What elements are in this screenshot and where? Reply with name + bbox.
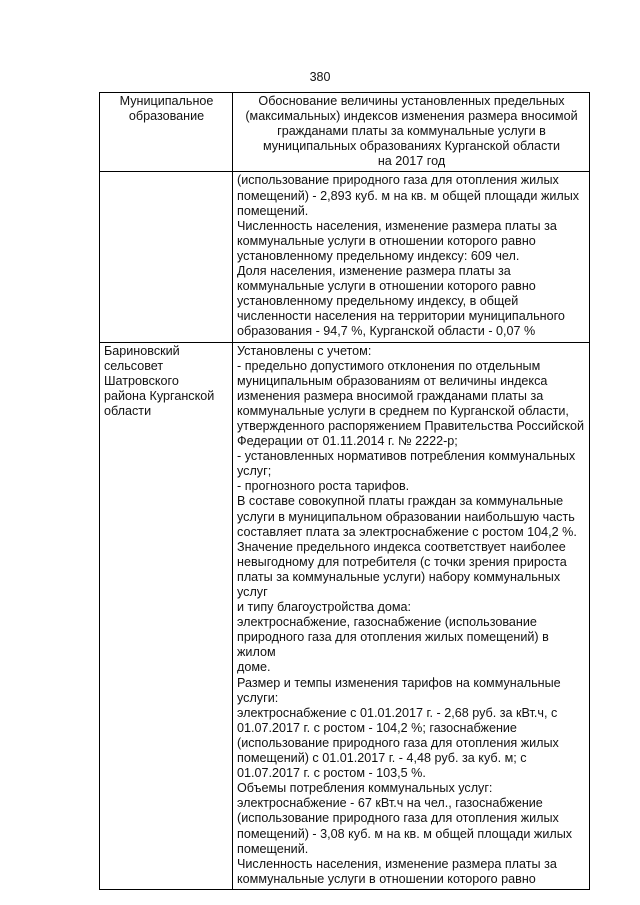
text-line: невыгодному для потребителя (с точки зрения прироста: [237, 554, 567, 569]
text-line: 01.07.2017 г. с ростом - 104,2 %; газоснабжение: [237, 720, 517, 735]
municipality-line: района Курганской: [104, 388, 215, 403]
text-line: - прогнозного роста тарифов.: [237, 479, 410, 494]
text-line: установленному предельному индексу, в общей: [237, 294, 519, 309]
table-row: [100, 172, 590, 342]
municipality-line: Бариновский: [104, 343, 180, 358]
text-line: численности населения на территории муниципального: [237, 309, 565, 324]
text-line: доме.: [237, 660, 271, 675]
text-line: - предельно допустимого отклонения по отдельным: [237, 358, 541, 373]
text-line: 01.07.2017 г. с ростом - 103,5 %.: [237, 766, 426, 781]
text-line: Федерации от 01.11.2014 г. № 2222-р;: [237, 434, 458, 449]
text-line: электроснабжение, газоснабжение (использование: [237, 615, 537, 630]
table-header-row: [100, 93, 590, 172]
text-line: Численность населения, изменение размера платы за: [237, 856, 557, 871]
header-municipality: [100, 93, 233, 172]
justification-cell: [233, 342, 590, 889]
text-line: - установленных нормативов потребления коммунальных: [237, 449, 576, 464]
text-line: составляет плата за электроснабжение с ростом 104,2 %.: [237, 524, 577, 539]
header-justification: [233, 93, 590, 172]
text-line: услуги в муниципальном образовании наибольшую часть: [237, 509, 575, 524]
header-line: Обоснование величины установленных предельных: [258, 94, 565, 108]
header-municipality-label: Муниципальное образование: [119, 94, 214, 124]
text-line: Численность населения, изменение размера платы за: [237, 218, 557, 233]
text-line: (использование природного газа для отопления жилых: [237, 735, 559, 750]
text-line: услуги:: [237, 690, 279, 705]
text-line: платы за коммунальные услуги) набору коммунальных услуг: [237, 569, 561, 599]
header-line: гражданами платы за коммунальные услуги в: [277, 124, 546, 139]
header-line: (максимальных) индексов изменения размера вносимой: [245, 109, 578, 124]
text-line: помещений) с 01.01.2017 г. - 4,48 руб. за куб. м; с: [237, 751, 527, 766]
text-line: услуг;: [237, 464, 272, 479]
text-line: Размер и темпы изменения тарифов на коммунальные: [237, 675, 561, 690]
header-line: на 2017 год: [377, 154, 446, 169]
text-line: Установлены с учетом:: [237, 343, 372, 358]
text-line: Объемы потребления коммунальных услуг:: [237, 781, 493, 796]
justification-cell: [233, 172, 590, 342]
page-number: 380: [309, 70, 331, 84]
text-line: электроснабжение - 67 кВт.ч на чел., газоснабжение: [237, 796, 543, 811]
text-line: (использование природного газа для отопления жилых: [237, 811, 559, 826]
text-line: изменения размера вносимой гражданами платы за: [237, 388, 544, 403]
text-line: утвержденного распоряжением Правительства Российской: [237, 418, 585, 433]
tariff-table: [99, 92, 590, 890]
text-line: помещений.: [237, 841, 309, 856]
text-line: помещений.: [237, 203, 309, 218]
text-line: коммунальные услуги в отношении которого равно: [237, 871, 536, 886]
text-line: (использование природного газа для отопления жилых: [237, 173, 559, 188]
header-line: муниципальных образованиях Курганской области: [262, 139, 561, 154]
text-line: Доля населения, изменение размера платы за: [237, 264, 511, 279]
municipality-cell: [100, 172, 233, 342]
text-line: муниципальным образованиям от величины индекса: [237, 373, 548, 388]
municipality-line: области: [104, 403, 152, 418]
table-row: [100, 342, 590, 889]
text-line: природного газа для отопления жилых помещений) в жилом: [237, 630, 549, 660]
municipality-cell: [100, 342, 233, 889]
text-line: коммунальные услуги в отношении которого равно: [237, 233, 536, 248]
text-line: Значение предельного индекса соответствует наиболее: [237, 539, 566, 554]
text-line: установленному предельному индексу: 609 чел.: [237, 248, 520, 263]
municipality-line: сельсовет Шатровского: [104, 358, 179, 388]
text-line: помещений) - 2,893 куб. м на кв. м общей площади жилых: [237, 188, 580, 203]
text-line: электроснабжение с 01.01.2017 г. - 2,68 руб. за кВт.ч, с: [237, 705, 558, 720]
text-line: коммунальные услуги в среднем по Курганской области,: [237, 403, 569, 418]
text-line: и типу благоустройства дома:: [237, 600, 412, 615]
text-line: В составе совокупной платы граждан за коммунальные: [237, 494, 564, 509]
text-line: помещений) - 3,08 куб. м на кв. м общей площади жилых: [237, 826, 573, 841]
text-line: коммунальные услуги в отношении которого равно: [237, 279, 536, 294]
text-line: образования - 94,7 %, Курганской области - 0,07 %: [237, 324, 536, 339]
